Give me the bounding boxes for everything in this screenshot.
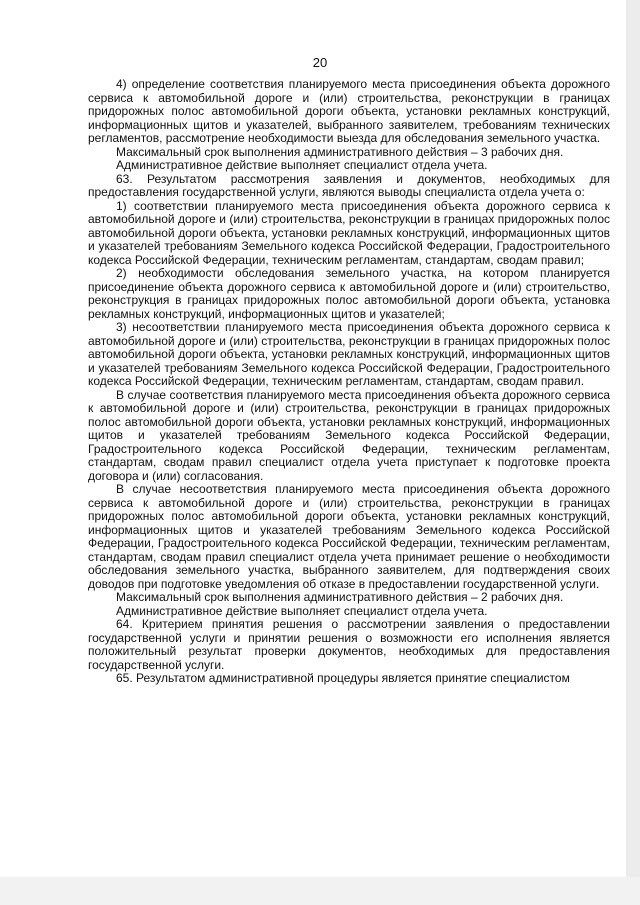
paragraph: 3) несоответствии планируемого места присоединения объекта дорожного сервиса к автомобильной дороге и (или) строительства, реконструкции в границах придорожных полос автомобильной дороги объекта, установки рекламных конструкций, информационных щитов и указателей требованиям Земельного кодекса Российской Федерации, Градостроительного кодекса Российской Федерации, техническим регламентам, стандартам, сводам правил. — [88, 320, 610, 388]
paragraph: Административное действие выполняет специалист отдела учета. — [116, 603, 488, 618]
paragraph: Максимальный срок выполнения административного действия – 3 рабочих дня. — [116, 144, 564, 159]
scan-edge-right — [626, 0, 640, 905]
paragraph: 63. Результатом рассмотрения заявления и документов, необходимых для предоставления государственной услуги, являются выводы специалиста отдела учета о: — [88, 171, 610, 199]
paragraph: Максимальный срок выполнения административного действия – 2 рабочих дня. — [116, 590, 564, 604]
paragraph: В случае соответствия планируемого места присоединения объекта дорожного сервиса к автомобильной дороге и (или) строительства, реконструкции в границах придорожных полос автомобильной дороги объекта, установки рекламных конструкций, информационных щитов и указателей требованиям Земельного кодекса Российской Федерации, Градостроительного кодекса Российской Федерации, техническим регламентам, стандартам, сводам правил специалист отдела учета приступает к подготовке проекта договора и (или) согласования. — [88, 387, 610, 483]
document-body — [88, 78, 610, 686]
paragraph: 65. Результатом административной процедуры является принятие специалистом — [116, 671, 570, 685]
page-number: 20 — [312, 55, 328, 70]
paragraph: 64. Критерием принятия решения о рассмотрении заявления о предоставлении государственной услуги и принятии решения о возможности его исполнения является положительный результат проверки документов, необходимых для предоставления государственной услуги. — [88, 617, 610, 672]
paragraph: 2) необходимости обследования земельного участка, на котором планируется присоединение объекта дорожного сервиса к автомобильной дороге и (или) строительство, реконструкция в границах придорожных полос автомобильной дороги объекта, установка рекламных конструкций, информационных щитов и указателей; — [88, 266, 610, 321]
paragraph: В случае несоответствия планируемого места присоединения объекта дорожного сервиса к автомобильной дороге и (или) строительства, реконструкции в границах придорожных полос автомобильной дороги объекта, установки рекламных конструкций, информационных щитов и указателей требованиям Земельного кодекса Российской Федерации, Градостроительного кодекса Российской Федерации, техническим регламентам, стандартам, сводам правил специалист отдела учета принимает решение о необходимости обследования земельного участка, выбранного заявителем, для подтверждения своих доводов при подготовке уведомления об отказе в предоставлении государственной услуги. — [88, 482, 610, 591]
paragraph: 1) соответствии планируемого места присоединения объекта дорожного сервиса к автомобильной дороге и (или) строительства, реконструкции в границах придорожных полос автомобильной дороги объекта, установки рекламных конструкций, информационных щитов и указателей требованиям Земельного кодекса Российской Федерации, Градостроительного кодекса Российской Федерации, техническим регламентам, стандартам, сводам правил; — [88, 198, 610, 267]
paragraph: Административное действие выполняет специалист отдела учета. — [116, 158, 488, 172]
scan-edge-bottom — [0, 877, 640, 905]
paragraph: 4) определение соответствия планируемого места присоединения объекта дорожного сервиса к автомобильной дороге и (или) строительства, реконструкции в границах придорожных полос автомобильной дороги объекта, установки рекламных конструкций, информационных щитов и указателей, выбранного заявителем, требованиям технических регламентов, рассмотрение необходимости выезда для обследования земельного участка. — [88, 77, 610, 145]
